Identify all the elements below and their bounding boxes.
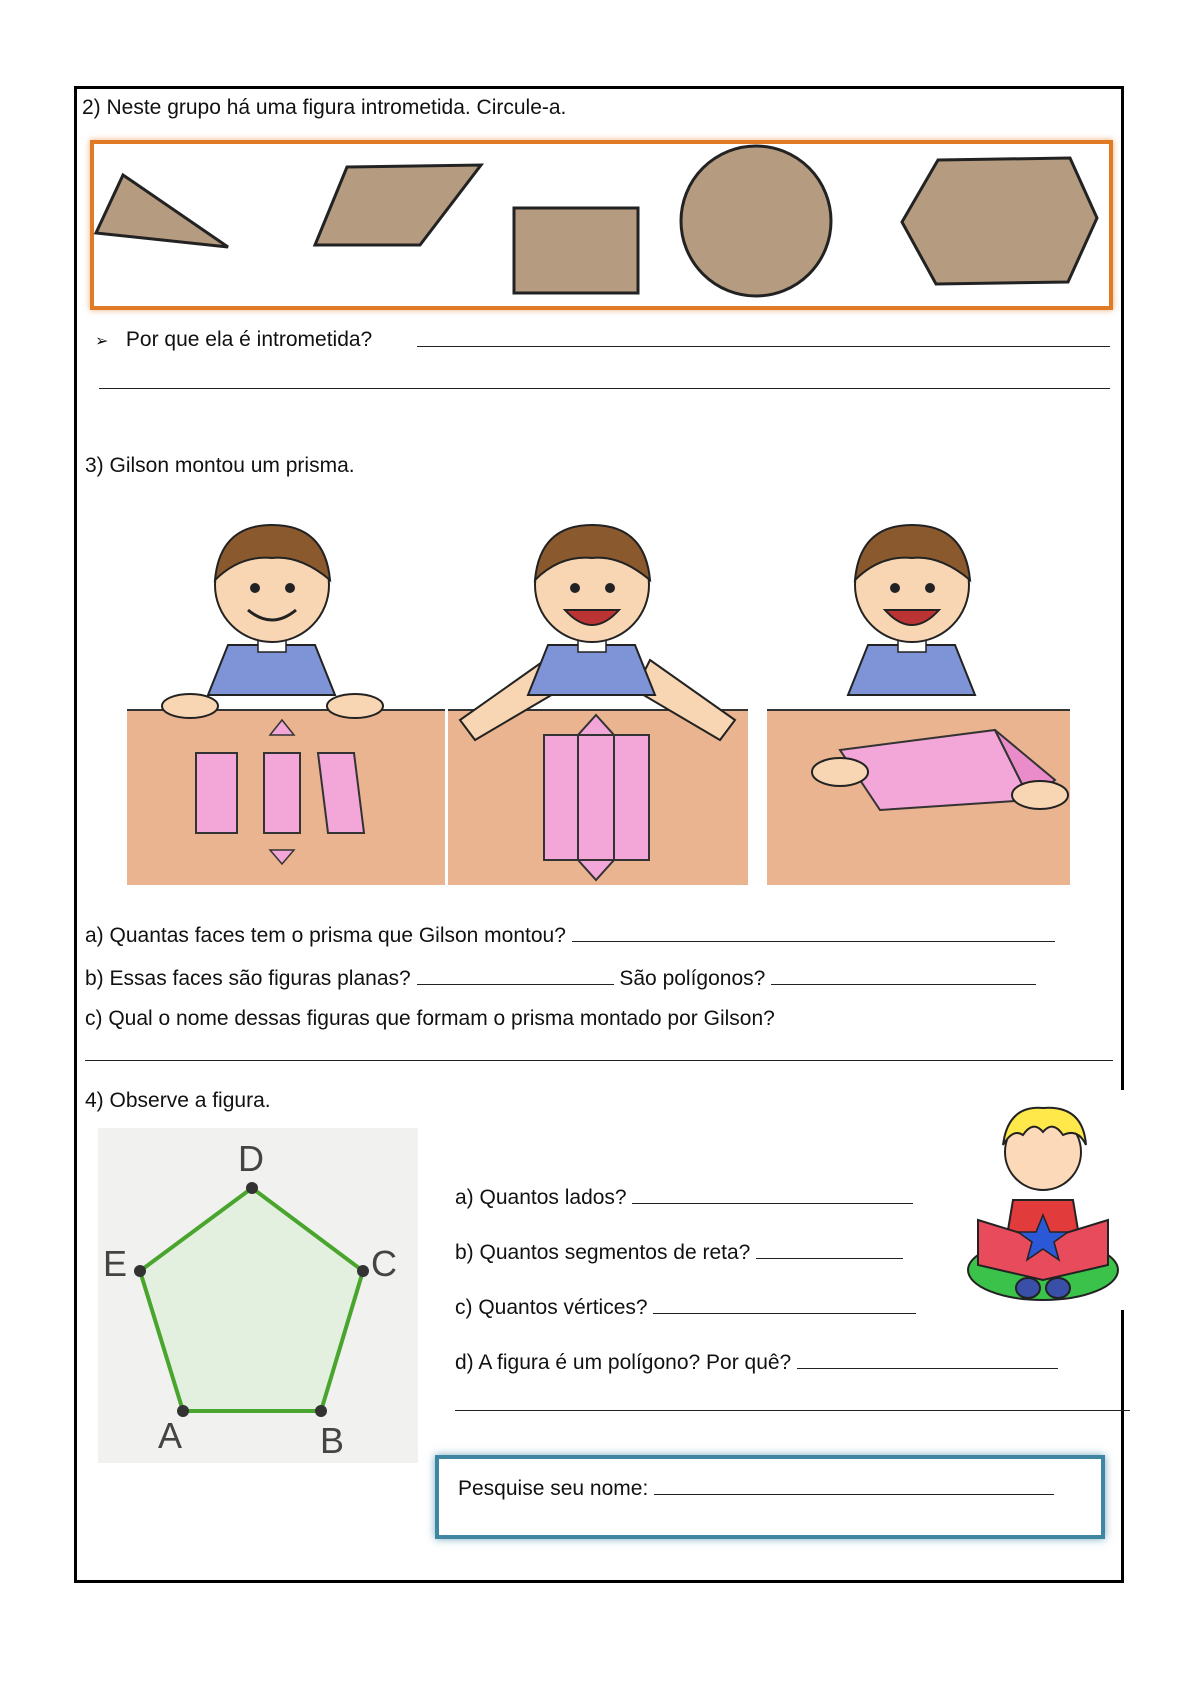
q4a-question: a) Quantos lados? bbox=[455, 1186, 627, 1209]
q4b-question: b) Quantos segmentos de reta? bbox=[455, 1241, 751, 1264]
triangle-shape[interactable] bbox=[96, 175, 228, 247]
q4d-row bbox=[455, 1350, 1058, 1373]
q4c-question: c) Quantos vértices? bbox=[455, 1296, 648, 1319]
q4d-question: d) A figura é um polígono? Por quê? bbox=[455, 1351, 792, 1374]
q2-title: 2) Neste grupo há uma figura intrometida. Circule-a. bbox=[82, 96, 567, 119]
q3-title: 3) Gilson montou um prisma. bbox=[85, 454, 355, 477]
parallelogram-shape[interactable] bbox=[315, 165, 481, 245]
panel-prism-assembled bbox=[767, 525, 1070, 885]
q3b-question-planas: b) Essas faces são figuras planas? bbox=[85, 967, 411, 990]
rectangle-shape[interactable] bbox=[514, 208, 638, 293]
q2-answer-line-2[interactable] bbox=[99, 388, 1110, 389]
search-name-row bbox=[458, 1476, 1054, 1499]
q4b-row bbox=[455, 1240, 903, 1263]
bullet-arrow-icon: ➢ bbox=[95, 333, 109, 350]
circle-shape[interactable] bbox=[681, 146, 831, 296]
q4a-row bbox=[455, 1185, 913, 1208]
q3b-row bbox=[85, 966, 1036, 989]
panel-net-taped bbox=[448, 525, 748, 885]
reading-boy-illustration bbox=[958, 1090, 1128, 1310]
hexagon-shape[interactable] bbox=[902, 158, 1097, 284]
shapes-group bbox=[0, 0, 1190, 330]
search-name-answer-blank[interactable] bbox=[654, 1476, 1054, 1495]
q4c-answer-blank[interactable] bbox=[653, 1295, 916, 1314]
q3b-answer-blank-poligonos[interactable] bbox=[771, 966, 1036, 985]
q3c-answer-line[interactable] bbox=[85, 1060, 1113, 1061]
q3a-answer-blank[interactable] bbox=[572, 923, 1055, 942]
vertex-label-d: D bbox=[238, 1138, 264, 1179]
q3a-row bbox=[85, 923, 1055, 946]
panel-faces-separated bbox=[127, 525, 445, 885]
search-name-label: Pesquise seu nome: bbox=[458, 1477, 649, 1500]
q4d-answer-line-2[interactable] bbox=[455, 1410, 1130, 1411]
q4b-answer-blank[interactable] bbox=[756, 1240, 903, 1259]
q2-answer-line-1[interactable] bbox=[417, 346, 1110, 347]
q4a-answer-blank[interactable] bbox=[632, 1185, 913, 1204]
vertex-label-b: B bbox=[320, 1420, 345, 1461]
q4c-row bbox=[455, 1295, 916, 1318]
q2-question: Por que ela é intrometida? bbox=[125, 328, 373, 351]
vertex-label-a: A bbox=[158, 1415, 183, 1456]
q3a-question: a) Quantas faces tem o prisma que Gilson montou? bbox=[85, 924, 566, 947]
q2-question-row bbox=[95, 329, 372, 350]
gilson-prism-illustration bbox=[0, 510, 1190, 910]
vertex-label-c: C bbox=[371, 1243, 397, 1284]
vertex-label-e: E bbox=[103, 1243, 128, 1284]
q4-title: 4) Observe a figura. bbox=[85, 1089, 271, 1112]
q3c-question: c) Qual o nome dessas figuras que formam o prisma montado por Gilson? bbox=[85, 1007, 775, 1030]
q3b-answer-blank-planas[interactable] bbox=[417, 966, 614, 985]
q4d-answer-blank[interactable] bbox=[797, 1350, 1058, 1369]
q3b-question-poligonos: São polígonos? bbox=[619, 967, 766, 990]
pentagon-figure bbox=[98, 1128, 418, 1463]
